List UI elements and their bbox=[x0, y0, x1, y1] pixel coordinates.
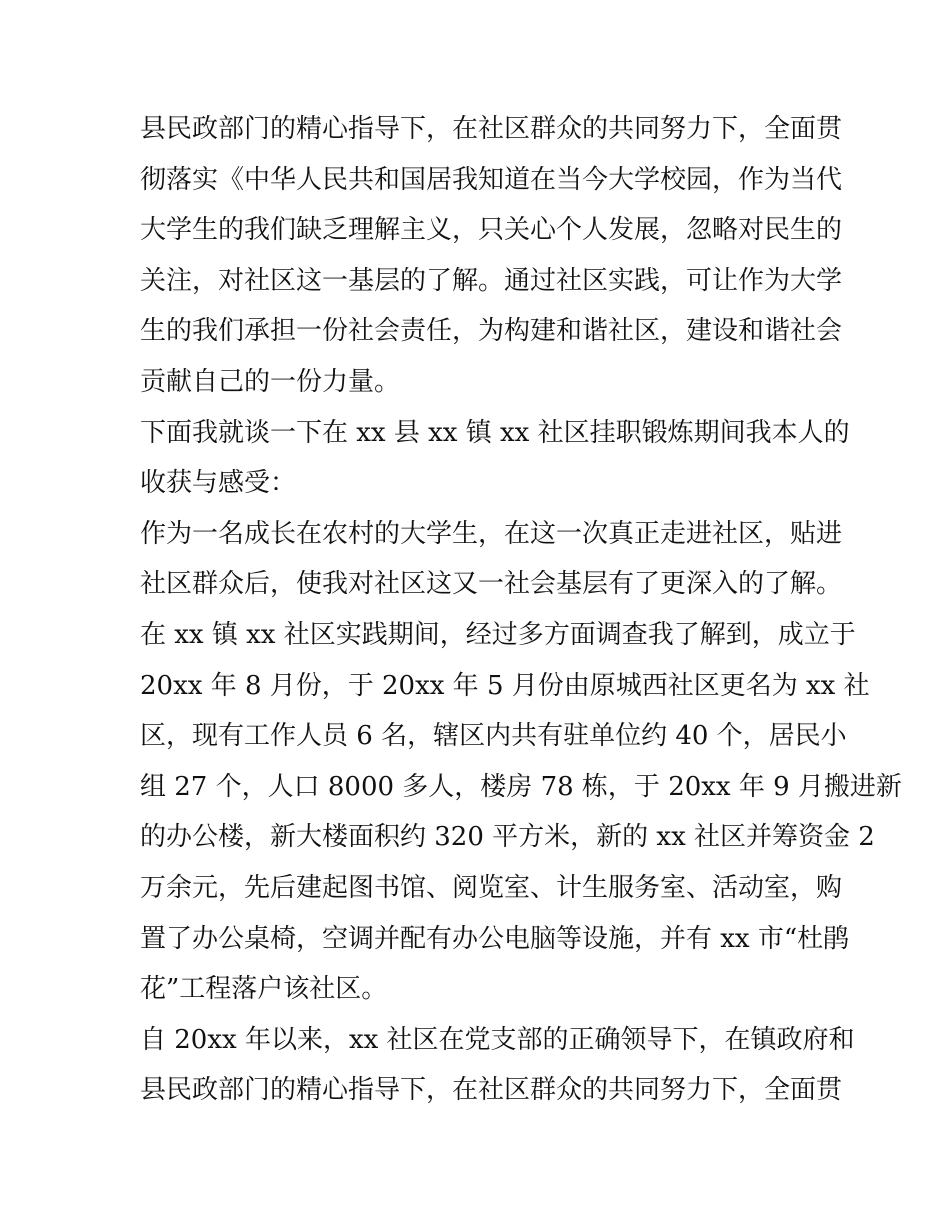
text-line: 贡献自己的一份力量。 bbox=[140, 366, 401, 397]
text-line: 大学生的我们缺乏理解主义，只关心个人发展，忽略对民生的 bbox=[140, 215, 843, 246]
text-line: 关注，对社区这一基层的了解。通过社区实践，可让作为大学 bbox=[140, 265, 843, 296]
text-line: 20xx 年 8 月份，于 20xx 年 5 月份由原城西社区更名为 xx 社 bbox=[140, 670, 870, 701]
text-line: 在 xx 镇 xx 社区实践期间，经过多方面调查我了解到，成立于 bbox=[140, 619, 856, 650]
text-line: 花”工程落户该社区。 bbox=[140, 974, 388, 1005]
text-line: 自 20xx 年以来，xx 社区在党支部的正确领导下，在镇政府和 bbox=[140, 1024, 855, 1055]
text-line: 组 27 个，人口 8000 多人，楼房 78 栋，于 20xx 年 9 月搬进新 bbox=[140, 771, 902, 802]
document-body bbox=[140, 104, 902, 1116]
text-line: 作为一名成长在农村的大学生，在这一次真正走进社区，贴进 bbox=[140, 518, 843, 549]
text-line: 收获与感受： bbox=[140, 468, 297, 499]
text-line: 置了办公桌椅，空调并配有办公电脑等设施，并有 xx 市“杜鹃 bbox=[140, 923, 850, 954]
text-line: 的办公楼，新大楼面积约 320 平方米，新的 xx 社区并筹资金 2 bbox=[140, 822, 875, 853]
text-line: 区，现有工作人员 6 名，辖区内共有驻单位约 40 个，居民小 bbox=[140, 721, 847, 752]
text-line: 下面我就谈一下在 xx 县 xx 镇 xx 社区挂职锻炼期间我本人的 bbox=[140, 417, 850, 448]
text-line: 彻落实《中华人民共和国居我知道在当今大学校园，作为当代 bbox=[140, 164, 843, 195]
text-line: 县民政部门的精心指导下，在社区群众的共同努力下，全面贯 bbox=[140, 1075, 843, 1106]
text-line: 万余元，先后建起图书馆、阅览室、计生服务室、活动室，购 bbox=[140, 872, 843, 903]
text-line: 生的我们承担一份社会责任，为构建和谐社区，建设和谐社会 bbox=[140, 316, 843, 347]
text-line: 县民政部门的精心指导下，在社区群众的共同努力下，全面贯 bbox=[140, 114, 843, 144]
text-line: 社区群众后，使我对社区这又一社会基层有了更深入的了解。 bbox=[140, 569, 843, 600]
